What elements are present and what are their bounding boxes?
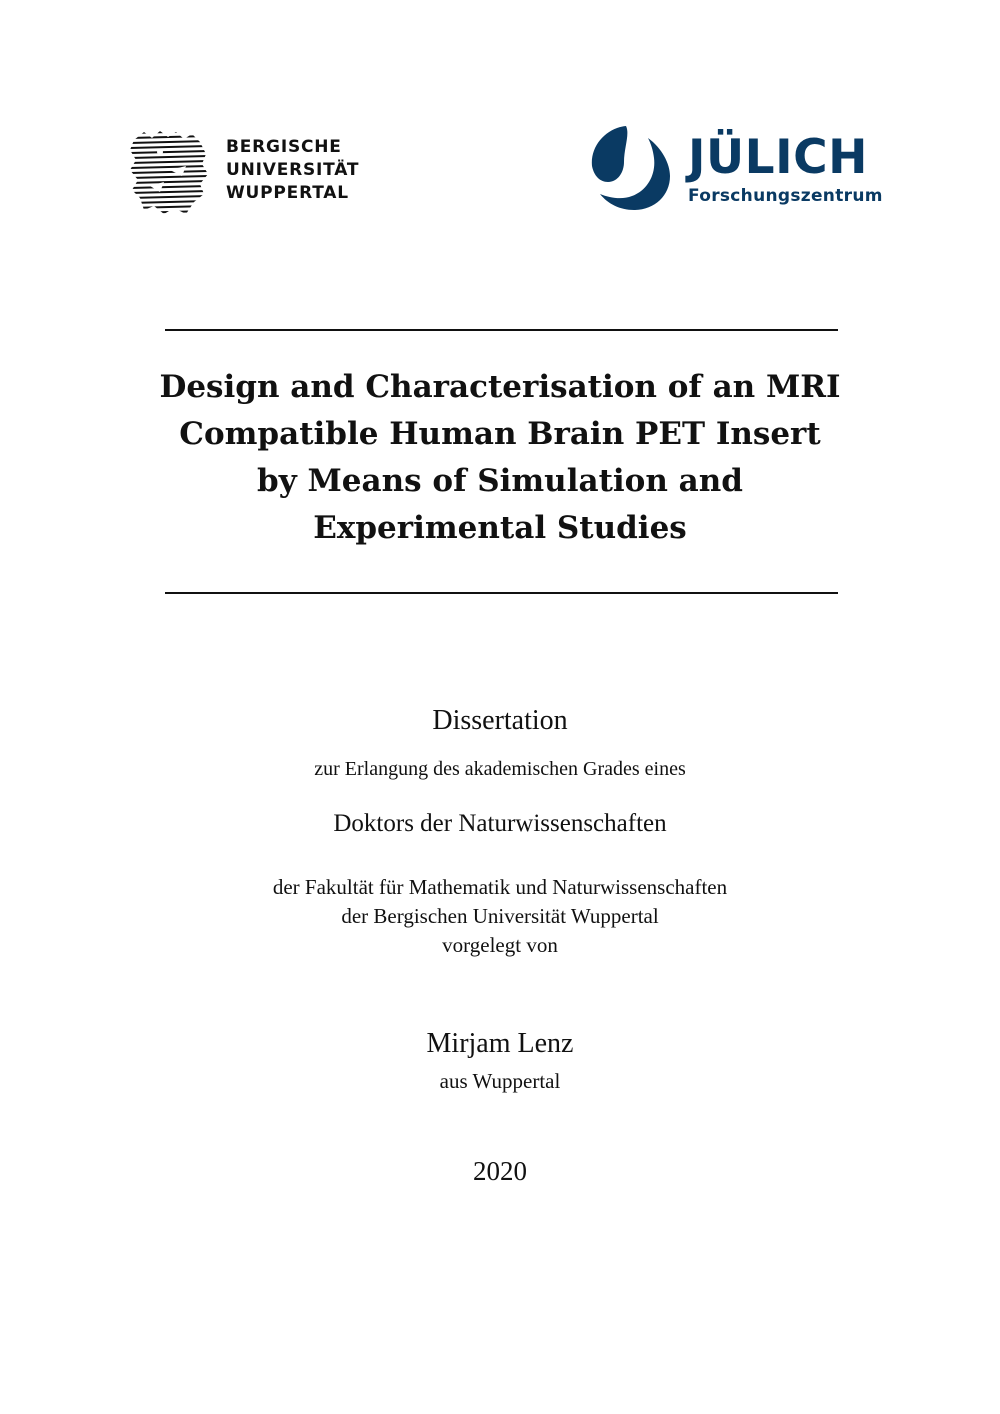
title-line-4: Experimental Studies	[313, 510, 687, 546]
submission-year: 2020	[473, 1156, 527, 1186]
faculty-line-2: der Bergischen Universität Wuppertal	[341, 904, 659, 928]
buw-line-1: BERGISCHE	[226, 137, 342, 157]
title-line-1: Design and Characterisation of an MRI	[159, 369, 841, 405]
faculty-block	[100, 873, 900, 960]
degree-name: Doktors der Naturwissenschaften	[333, 810, 667, 837]
fzj-wordmark	[688, 132, 883, 206]
fzj-subtitle: Forschungszentrum	[688, 186, 883, 206]
title-line-2: Compatible Human Brain PET Insert	[179, 416, 821, 452]
buw-line-3: WUPPERTAL	[226, 183, 349, 203]
faculty-line-1: der Fakultät für Mathematik und Naturwissenschaften	[272, 875, 728, 899]
title-line-3: by Means of Simulation and	[257, 463, 743, 499]
submitted-by: vorgelegt von	[442, 933, 558, 957]
buw-logo	[130, 130, 359, 214]
author-name: Mirjam Lenz	[426, 1028, 574, 1059]
thesis-title	[100, 364, 900, 552]
title-rule-bottom	[165, 592, 838, 594]
fzj-name: JÜLICH	[688, 130, 868, 185]
degree-purpose: zur Erlangung des akademischen Grades eines	[314, 758, 686, 780]
buw-line-2: UNIVERSITÄT	[226, 160, 360, 180]
lion-crest-icon	[130, 130, 208, 214]
title-rule-top	[165, 329, 838, 331]
author-origin: aus Wuppertal	[439, 1069, 561, 1093]
fzj-logo	[590, 126, 883, 212]
document-type: Dissertation	[432, 705, 568, 736]
juelich-drop-icon	[590, 126, 672, 212]
buw-wordmark	[226, 136, 359, 205]
